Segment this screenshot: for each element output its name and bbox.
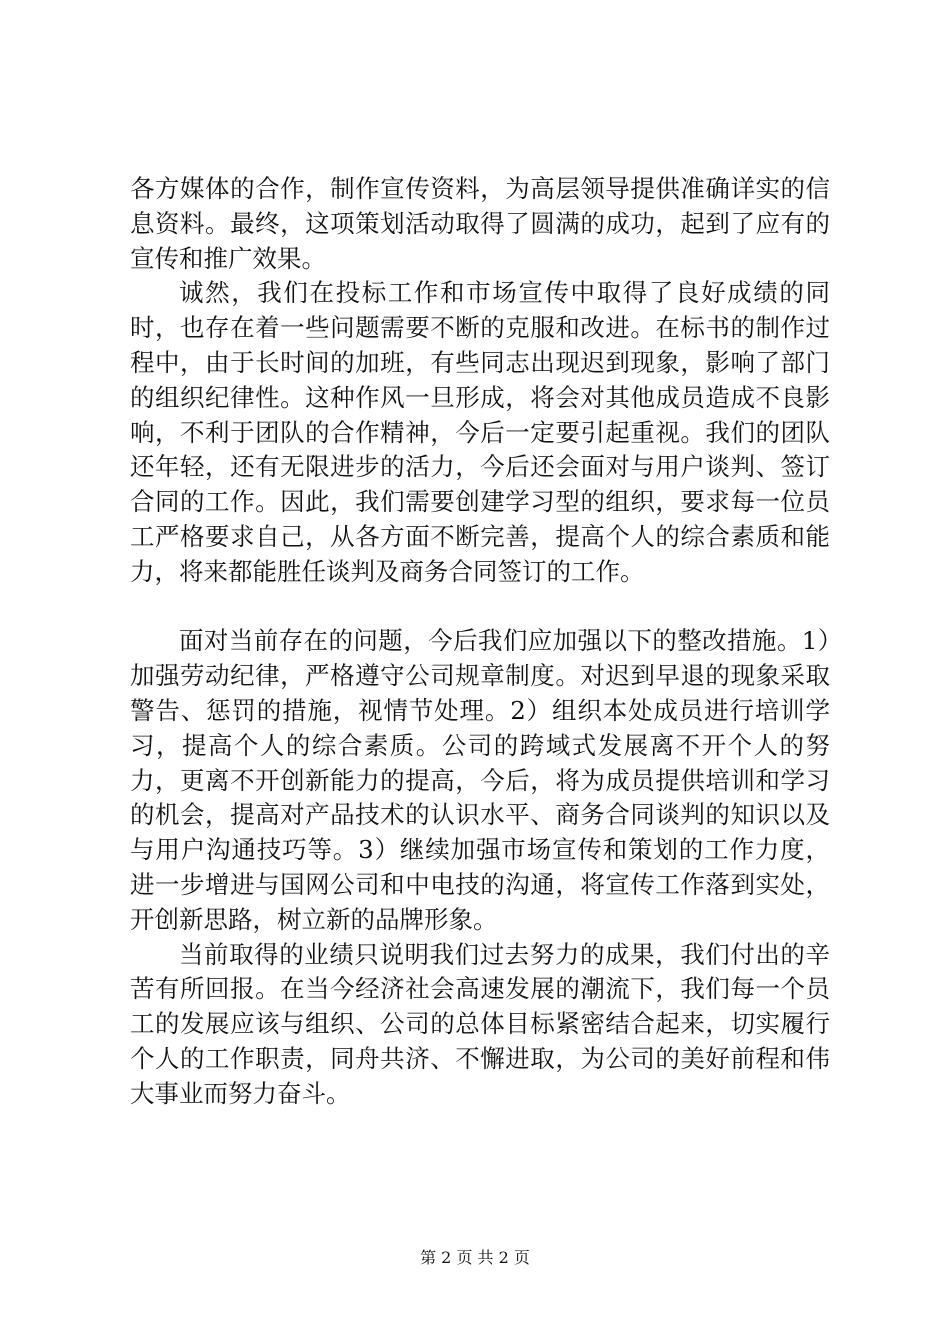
paragraph-continuation: 各方媒体的合作，制作宣传资料，为高层领导提供准确详实的信息资料。最终，这项策划活动取得了圆满的成功，起到了应有的宣传和推广效果。 xyxy=(130,174,830,273)
paragraph-gap xyxy=(130,590,830,625)
paragraph-measures: 面对当前存在的问题，今后我们应加强以下的整改措施。1）加强劳动纪律，严格遵守公司规章制度。对迟到早退的现象采取警告、惩罚的措施，视情节处理。2）组织本处成员进行培训学习，提高个人的综合素质。公司的跨域式发展离不开个人的努力，更离不开创新能力的提高，今后，将为成员提供培训和学习的机会，提高对产品技术的认识水平、商务合同谈判的知识以及与用户沟通技巧等。3）继续加强市场宣传和策划的工作力度，进一步增进与国网公司和中电技的沟通，将宣传工作落到实处，开创新思路，树立新的品牌形象。 xyxy=(130,626,830,934)
document-body xyxy=(130,172,830,1112)
page-number-footer: 第 2 页 共 2 页 xyxy=(420,1248,530,1267)
paragraph-conclusion: 当前取得的业绩只说明我们过去努力的成果，我们付出的辛苦有所回报。在当今经济社会高速发展的潮流下，我们每一个员工的发展应该与组织、公司的总体目标紧密结合起来，切实履行个人的工作职责，同舟共济、不懈进取，为公司的美好前程和伟大事业而努力奋斗。 xyxy=(130,939,830,1108)
paragraph-problems: 诚然，我们在投标工作和市场宣传中取得了良好成绩的同时，也存在着一些问题需要不断的克服和改进。在标书的制作过程中，由于长时间的加班，有些同志出现迟到现象，影响了部门的组织纪律性。这种作风一旦形成，将会对其他成员造成不良影响，不利于团队的合作精神，今后一定要引起重视。我们的团队还年轻，还有无限进步的活力，今后还会面对与用户谈判、签订合同的工作。因此，我们需要创建学习型的组织，要求每一位员工严格要求自己，从各方面不断完善，提高个人的综合素质和能力，将来都能胜任谈判及商务合同签订的工作。 xyxy=(130,278,830,586)
